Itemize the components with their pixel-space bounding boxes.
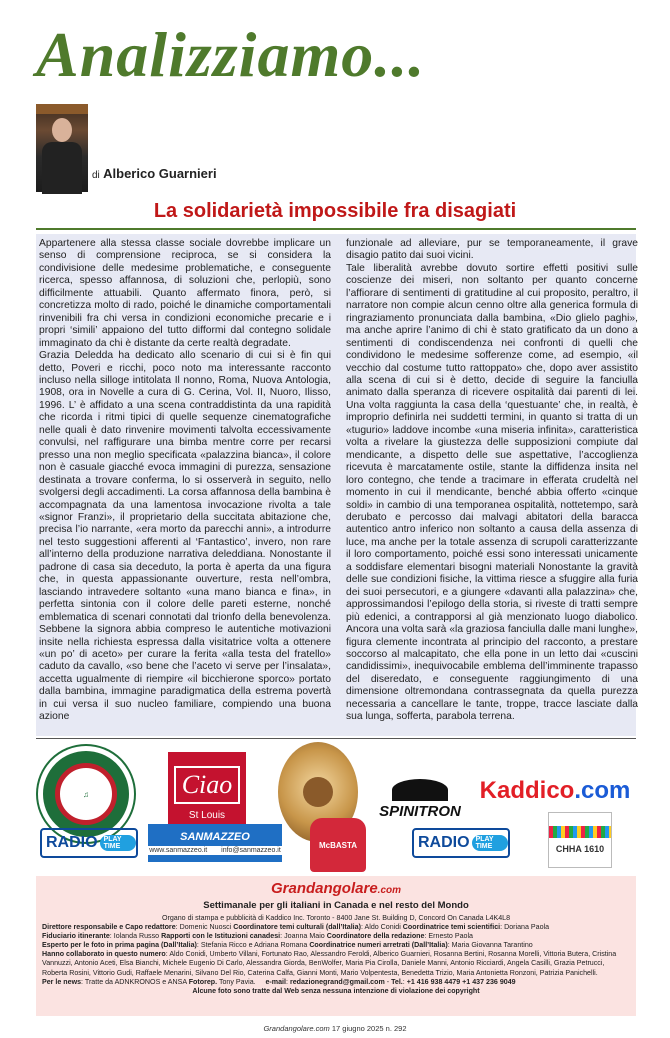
footer-staff-line-1: Direttore responsabile e Capo redattore: Domenic Nuosci Coordinatore temi culturali (dall’Italia): Aldo Conidi Coordinatrice temi scientifici: Doriana Paola <box>42 923 550 932</box>
footer-staff-line-2: Fiduciario itinerante: Iolanda Russo Rapporti con le Istituzioni canadesi: Joanna Maio Coordinatore della redazione: Ernesto Paola <box>42 932 473 941</box>
radio-logo-text: RADIO <box>46 834 98 851</box>
ciao-st-louis-logo[interactable] <box>168 752 246 834</box>
sanmazzeo-contacts <box>148 846 282 855</box>
coord-cult-name: Aldo Conidi <box>364 923 401 932</box>
article-column-left <box>39 238 331 724</box>
footer-brand-name: Grandangolare <box>270 880 378 897</box>
email-label: e-mail <box>265 977 286 986</box>
fiduciario-name: Iolanda Russo <box>113 932 160 941</box>
collab-names: Aldo Conidi, Umberto Villani, Fortunato Rao, Alessandro Feroldi, Alberico Guarnieri, Rosanna Bertini, Rosanna Morelli, Vittoria Butera, Cristina Vannuzzi, Antonio Aceti, Elsa Bianchi, Michele Eugenio Di Carlo, Alessandra Giorda, BenWolfer, Maria Pia Cirolla, Daniele Manni, Antonio Ricciardi, Angela Casilli, Grazia Petrucci, Roberta Rosini, Vittorio Gudi, Raffaele Menarini, Silvano Del Rio, Caterina Calfa, Gianni Monti, Mario Volpentesta, Benedetta Trizio, Maria Antonietta Ronzoni, Patrizia Panichelli. <box>42 950 617 977</box>
bookshelf-shape <box>36 104 88 114</box>
byline <box>92 166 217 181</box>
radio-playtime-logo-2[interactable] <box>412 828 510 858</box>
page-info <box>0 1024 670 1033</box>
radio-cleveland-emblem: ♫ <box>55 763 117 825</box>
director-label: Direttore responsabile e Capo redattore <box>42 923 176 932</box>
arretrati-name: Maria Giovanna Tarantino <box>451 941 533 950</box>
rapporti-label: Rapporti con le Istituzioni canadesi <box>161 932 281 941</box>
footer-staff-line-3: Esperto per le foto in prima pagina (Dall’Italia): Stefania Ricco e Adriana Romana Coordinatrice numeri arretrati (Dall’Italia): Maria Giovanna Tarantino <box>42 941 533 950</box>
sanmazzeo-site: www.sanmazzeo.it <box>149 847 208 854</box>
foto-label: Esperto per le foto in prima pagina (Dall’Italia) <box>42 941 197 950</box>
news-source: Tratte da ADNKRONOS e ANSA <box>84 977 187 986</box>
coord-cult-label: Coordinatore temi culturali (dall’Italia) <box>233 923 361 932</box>
sanmazzeo-name: SANMAZZEO <box>180 831 250 843</box>
masthead-footer <box>36 876 636 1016</box>
footer-brand <box>42 880 630 900</box>
footer-brand-tld: .com <box>377 885 402 896</box>
chha-color-stripes <box>549 826 611 838</box>
fiduciario-label: Fiduciario itinerante <box>42 932 110 941</box>
article-column-right <box>346 238 638 724</box>
footer-contacts: Per le news: Tratte da ADNKRONOS e ANSA Fotorep. Tony Pavia. e-mail: redazionegrand@gmail.com - Tel.: +1 416 938 4479 +1 437 236 9049 <box>42 977 516 986</box>
vinyl-icon <box>392 779 448 801</box>
radio-logo-text: RADIO <box>418 834 470 851</box>
fotorep-name: Tony Pavia. <box>218 977 256 986</box>
tel-numbers: +1 416 938 4479 +1 437 236 9049 <box>406 977 516 986</box>
title-divider <box>36 228 636 230</box>
sanmazzeo-mail: info@sanmazzeo.it <box>221 847 281 854</box>
coord-sci-name: Doriana Paola <box>504 923 550 932</box>
page-date: 17 giugno 2025 <box>331 1024 384 1033</box>
coord-red-name: Ernesto Paola <box>428 932 473 941</box>
page-number: n. 292 <box>385 1024 407 1033</box>
fotorep-label: Fotorep. <box>188 977 218 986</box>
sponsors-divider <box>36 738 636 739</box>
chha-label: CHHA <box>555 844 582 854</box>
kaddico-logo-name: Kaddico <box>479 777 575 804</box>
author-head-shape <box>52 118 72 142</box>
footer-disclaimer: Alcune foto sono tratte dal Web senza nessuna intenzione di violazione dei copyright <box>192 986 480 995</box>
masthead-title: Analizziamo... <box>36 19 426 90</box>
byline-prefix: di <box>92 170 100 181</box>
playtime-badge: PLAY TIME <box>100 835 136 851</box>
article-paragraph: Tale liberalità avrebbe dovuto sortire effetti positivi sulle coscienze dei miseri, non soltanto per quanto concerne l’affiorare di sentimenti di gratitudine al cui proposito, peraltro, il narratore non compie alcun cenno oltre alla generica formula di ringraziamento pronunciata dalla bambina, «Dio glielo paghi», ma anche aprire l’animo di chi è stato gratificato da un dono a sentimenti di condiscendenza nei confronti di quelli che condividono le medesime sofferenze come, ad esempio, «il vecchio dal costume tutto rattoppato» che, dopo aver assistito alla scena di cui si è detto, decide di seguire la fanciulla animato dalla speranza di ricevere ospitalità dai parenti di lei. Una volta raggiunta la casa della ‘questuante’ che, in realtà, è improprio definirla nei suddetti termini, in quanto si tratta di un «tugurio» laddove incombe «una miseria infinita», caratteristica volta a rivelare la giustezza delle supposizioni compiute dal mendicante, a dispetto delle sue aspettative, l’accoglienza ricevuta è marcatamente ostile, stante la diffidenza insita nel loro contegno, che tende a tracimare in efferata crudeltà nel momento in cui il mendicante, benché abbia offerto «cinque soldi» in cambio di una temporanea ospitalità, nottetempo, sarà derubato e percosso dai malvagi abitatori della baracca autentico antro inferico non soltanto a causa della assenza di luce, ma anche per la totale assenza di scrupoli caratterizzante il loro comportamento, poiché essi sono interessati unicamente a soddisfare elementari bisogni materiali Nonostante la gravità delle sue condizioni fisiche, la vittima riesce a sfuggire alla furia dei suoi persecutori, e a giungere «davanti alla palazzina» che, approssimandosi l’epilogo della storia, si riveste di tratti sempre più edenici, a contrapporsi al già menzionato luogo diabolico. Ancora una volta sarà «la graziosa fanciulla dalle mani lunghe», figura clemente incontrata al principio del racconto, a prestare soccorso al malcapitato, che ella pone in un letto dai «cuscini candidissimi», inequivocabile emblema dell’imminente trapasso del diseredato, e conseguente raggiungimento di una dimensione oltremondana contrassegnata da quella purezza necessaria a cancellare le tante, troppe, tracce lasciate dalla sua lunga, sofferta, parabola terrena. <box>346 262 638 723</box>
chha-radio-logo[interactable] <box>548 812 612 868</box>
ciao-logo-text: Ciao <box>174 766 241 804</box>
radio-playtime-logo[interactable] <box>40 828 138 858</box>
footer-organ: Organo di stampa e pubblicità di Kaddico Inc. Toronto - 8400 Jane St. Building D, Concord On Canada L4K4L8 <box>161 914 511 922</box>
author-body-shape <box>42 142 82 194</box>
page-site: Grandangolare.com <box>263 1024 330 1033</box>
kaddico-logo-tld: .com <box>574 777 631 804</box>
playtime-badge: PLAY TIME <box>472 835 508 851</box>
article-title: La solidarietà impossibile fra disagiati <box>153 200 517 222</box>
article-paragraph: Grazia Deledda ha dedicato allo scenario di cui si è fin qui detto, Poveri e ricchi, poco noto ma interessante racconto incluso nella silloge intitolata Il nonno, Roma, Nuova Antologia, 1908, ora in Novelle a cura di G. Cerina, Vol. II, Nuoro, Ilisso, 1996. L’ è affidato a una scena contraddistinta da una rapidità che ricorda i ritmi tipici di quelle sequenze cinematografiche nelle quali è dato rinvenire movimenti talvolta eccessivamente convulsi, nel raffigurare una bimba mentre corre per recarsi presso una non meglio specificata «palazzina bianca», il colore non è casuale giacché evoca immagini di purezza, sensazione destinata a trovare conferma, lo si osserverà in seguito, nello svolgersi degli accadimenti. La corsa affannosa della bambina è accompagnata da una lamentosa invocazione rivolta a tale «signor Franzi», il proprietario della succitata abitazione che, precisa l’io narrante, «era morto da parecchi anni», a introdurre nel testo suggestioni afferenti al ‘Fantastico’, invero, non rare all’interno della produzione narrativa deleddiana. Nonostante il padrone di casa sia deceduto, la porta è aperta da una figura che, in questa appassionante ouverture, resta nell’ombra, lasciando intravedere soltanto «una mano bianca e fina», in perfetta sintonia con il colore delle pareti esterne, nonché emblematica di scenari connotati dal trionfo della benevolenza. Sebbene la signora abbia compreso le autentiche motivazioni insite nella richiesta espressa dalla visitatrice volta a ottenere «un po’ di aceto» per curare la ferita «alla testa del fratello» caduto da cavallo, «so bene che l’aceto vi serve per l’insalata», accetta ugualmente di riempire «il bicchierone sporco» portato dalla bambina, immagine paradigmatica della estrema povertà in cui versa il suo nucleo familiare, compiendo una buona azione <box>39 350 331 723</box>
spinitron-logo-text: SPINITRON <box>379 802 461 820</box>
columbus-portrait-icon <box>303 777 333 807</box>
article-body <box>36 234 636 736</box>
article-paragraph: Appartenere alla stessa classe sociale dovrebbe implicare un senso di comprensione reciproca, se si considera la condivisione delle medesime problematiche, e conseguente ricerca, spesso affannosa, di soluzioni che, perlopiù, sono difficilmente attuabili. Quanto affermato finora, però, si concretizza molto di rado, poiché le dinamiche comportamentali rinvenibili fra chi versa in condizioni economiche precarie e i propri ‘simili’ appaiono del tutto difformi dal contegno solidale immaginato da chi è distante da certe realtà degradate. <box>39 238 331 349</box>
arretrati-label: Coordinatrice numeri arretrati (Dall’Italia) <box>309 941 448 950</box>
mcbasta-hoodie-logo[interactable] <box>310 818 366 872</box>
foto-name: Stefania Ricco e Adriana Romana <box>200 941 308 950</box>
author-photo <box>36 104 88 192</box>
tel-label: Tel. <box>391 977 403 986</box>
chha-frequency: 1610 <box>584 844 605 854</box>
sanmazzeo-logo[interactable] <box>148 824 282 862</box>
spinitron-logo[interactable] <box>374 770 466 828</box>
collab-label: Hanno collaborato in questo numero <box>42 950 166 959</box>
director-name: Domenic Nuosci <box>179 923 232 932</box>
news-label: Per le news <box>42 977 82 986</box>
rapporti-name: Joanna Maio <box>284 932 325 941</box>
footer-collaborators: Hanno collaborato in questo numero: Aldo Conidi, Umberto Villani, Fortunato Rao, Alessandro Feroldi, Alberico Guarnieri, Rosanna Bertini, Rosanna Morelli, Vittoria Butera, Cristina Vannuzzi, Antonio Aceti, Elsa Bianchi, Michele Eugenio Di Carlo, Alessandra Giorda, BenWolfer, Maria Pia Cirolla, Daniele Manni, Antonio Ricciardi, Angela Casilli, Grazia Petrucci, Roberta Rosini, Vittorio Gudi, Raffaele Menarini, Silvano Del Rio, Caterina Calfa, Gianni Monti, Mario Volpentesta, Benedetta Trizio, Maria Antonietta Ronzoni, Patrizia Panichelli. <box>42 950 617 977</box>
coord-sci-label: Coordinatrice temi scientifici <box>402 923 501 932</box>
email-link[interactable]: redazionegrand@gmail.com <box>289 977 385 986</box>
author-name: Alberico Guarnieri <box>103 166 217 181</box>
article-paragraph: funzionale ad alleviare, pur se temporaneamente, il grave disagio patito dai suoi vicini. <box>346 238 638 262</box>
kaddico-logo[interactable] <box>479 768 631 814</box>
ciao-logo-subtext: St Louis <box>188 809 226 821</box>
coord-red-label: Coordinatore della redazione <box>326 932 425 941</box>
hoodie-text: McBASTA <box>318 840 358 850</box>
footer-tagline: Settimanale per gli italiani in Canada e nel resto del Mondo <box>203 900 469 911</box>
